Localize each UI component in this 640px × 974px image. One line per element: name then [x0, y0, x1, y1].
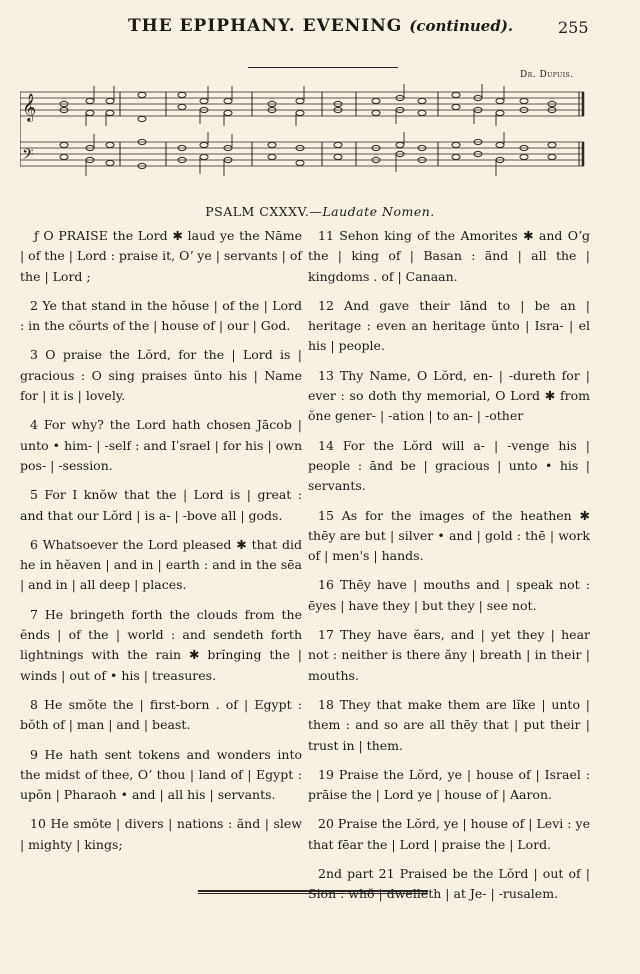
verse-16: 16 Thēy have | mouths and | speak not : ēyes | have they | but they | see not.	[308, 577, 590, 613]
running-title-continued: (continued).	[409, 17, 514, 35]
verse-20: 20 Praise the Lŏrd, ye | house of | Levi : ye that fēar the | Lord | praise the | Lord.	[308, 816, 590, 852]
verse-3: 3 O praise the Lŏrd, for the | Lord is | gracious : O sing praises ŭnto his | Name for | it is | lovely.	[20, 347, 302, 404]
verse-6: 6 Whatsoever the Lord pleased ✱ that did he in hĕaven | and in | earth : and in the sēa | and in | all deep | places.	[20, 536, 302, 593]
page-number: 255	[558, 18, 589, 37]
running-title-text: THE EPIPHANY. EVENING	[128, 16, 403, 36]
verse-14: 14 For the Lŏrd will a- | -venge his | people : ānd be | gracious | unto • his | servants.	[308, 437, 590, 494]
verse-2: 2 Ye that stand in the hŏuse | of the | Lord : in the cŏurts of the | house of | our | God.	[20, 297, 302, 334]
verse-12: 12 And gave their lănd to | be an | heritage : even an heritage ŭnto | Isra- | el his | people.	[308, 297, 590, 354]
running-title	[128, 16, 513, 36]
verse-19: 19 Praise the Lŏrd, ye | house of | Israel : prāise the | Lord ye | house of | Aaron.	[308, 766, 590, 803]
verse-7: 7 He bringeth forth the clouds from the ĕnds | of the | world : and sendeth forth lightnings with the rain ✱ brĭnging the | winds | out of • his | treasures.	[20, 606, 302, 683]
verse-21: 2nd part 21 Praised be the Lŏrd | out of | Sion : whŏ | dwelleth | at Je- | -rusalem.	[308, 866, 590, 902]
psalm-heading	[0, 204, 640, 219]
verse-9: 9 He hath sent tokens and wonders into the midst of thee, Oʼ thou | land of | Egypt : upŏn | Pharaoh • and | all his | servants.	[20, 746, 302, 803]
chant-score	[20, 82, 586, 188]
psalm-number: PSALM CXXXV.—	[205, 204, 323, 219]
verse-1: ƒ O PRAISE the Lord ✱ laud ye the Nāme | of the | Lord : praise it, Oʼ ye | servants | of the | Lord ;	[20, 228, 302, 284]
left-column	[20, 226, 302, 864]
verse-13: 13 Thy Name, O Lŏrd, en- | -dureth for | ever : so doth thy memorial, O Lord ✱ from ŏne gener- | -ation | to an- | -other	[308, 367, 590, 424]
right-column	[308, 226, 590, 914]
header-rule	[248, 67, 398, 68]
verse-5: 5 For I knŏw that the | Lord is | great : and that our Lŏrd | is a- | -bove all | gods.	[20, 487, 302, 523]
verse-8: 8 He smŏte the | first-born . of | Egypt : bŏth of | man | and | beast.	[20, 696, 302, 733]
verse-11: 11 Sehon king of the Amorites ✱ and Oʼg the | king of | Basan : ānd | all the | kingdoms . of | Canaan.	[308, 228, 590, 284]
verse-15: 15 As for the images of the heathen ✱ thēy are but | silver • and | gold : thē | work of | men's | hands.	[308, 507, 590, 564]
verse-18: 18 They that make them are lĭke | unto | them : and so are all thēy that | put their | trust in | them.	[308, 696, 590, 753]
verse-10: 10 He smŏte | divers | nations : ănd | slew | mighty | kings;	[20, 816, 302, 852]
bass-clef-icon: 𝄢	[22, 146, 34, 167]
psalm-latin-title: Laudate Nomen.	[322, 204, 435, 219]
verse-17: 17 They have ĕars, and | yet they | hear not : neither is there ăny | breath | in their | mouths.	[308, 627, 590, 683]
page-header	[0, 16, 640, 40]
verse-4: 4 For why? the Lord hath chosen Jācob | unto • him- | -self : and Iˈsrael | for his | own pos- | -session.	[20, 417, 302, 473]
footer-rule	[198, 890, 428, 894]
treble-clef-icon: 𝄞	[22, 93, 37, 121]
composer-credit: Dr. Dupuis.	[520, 70, 574, 80]
